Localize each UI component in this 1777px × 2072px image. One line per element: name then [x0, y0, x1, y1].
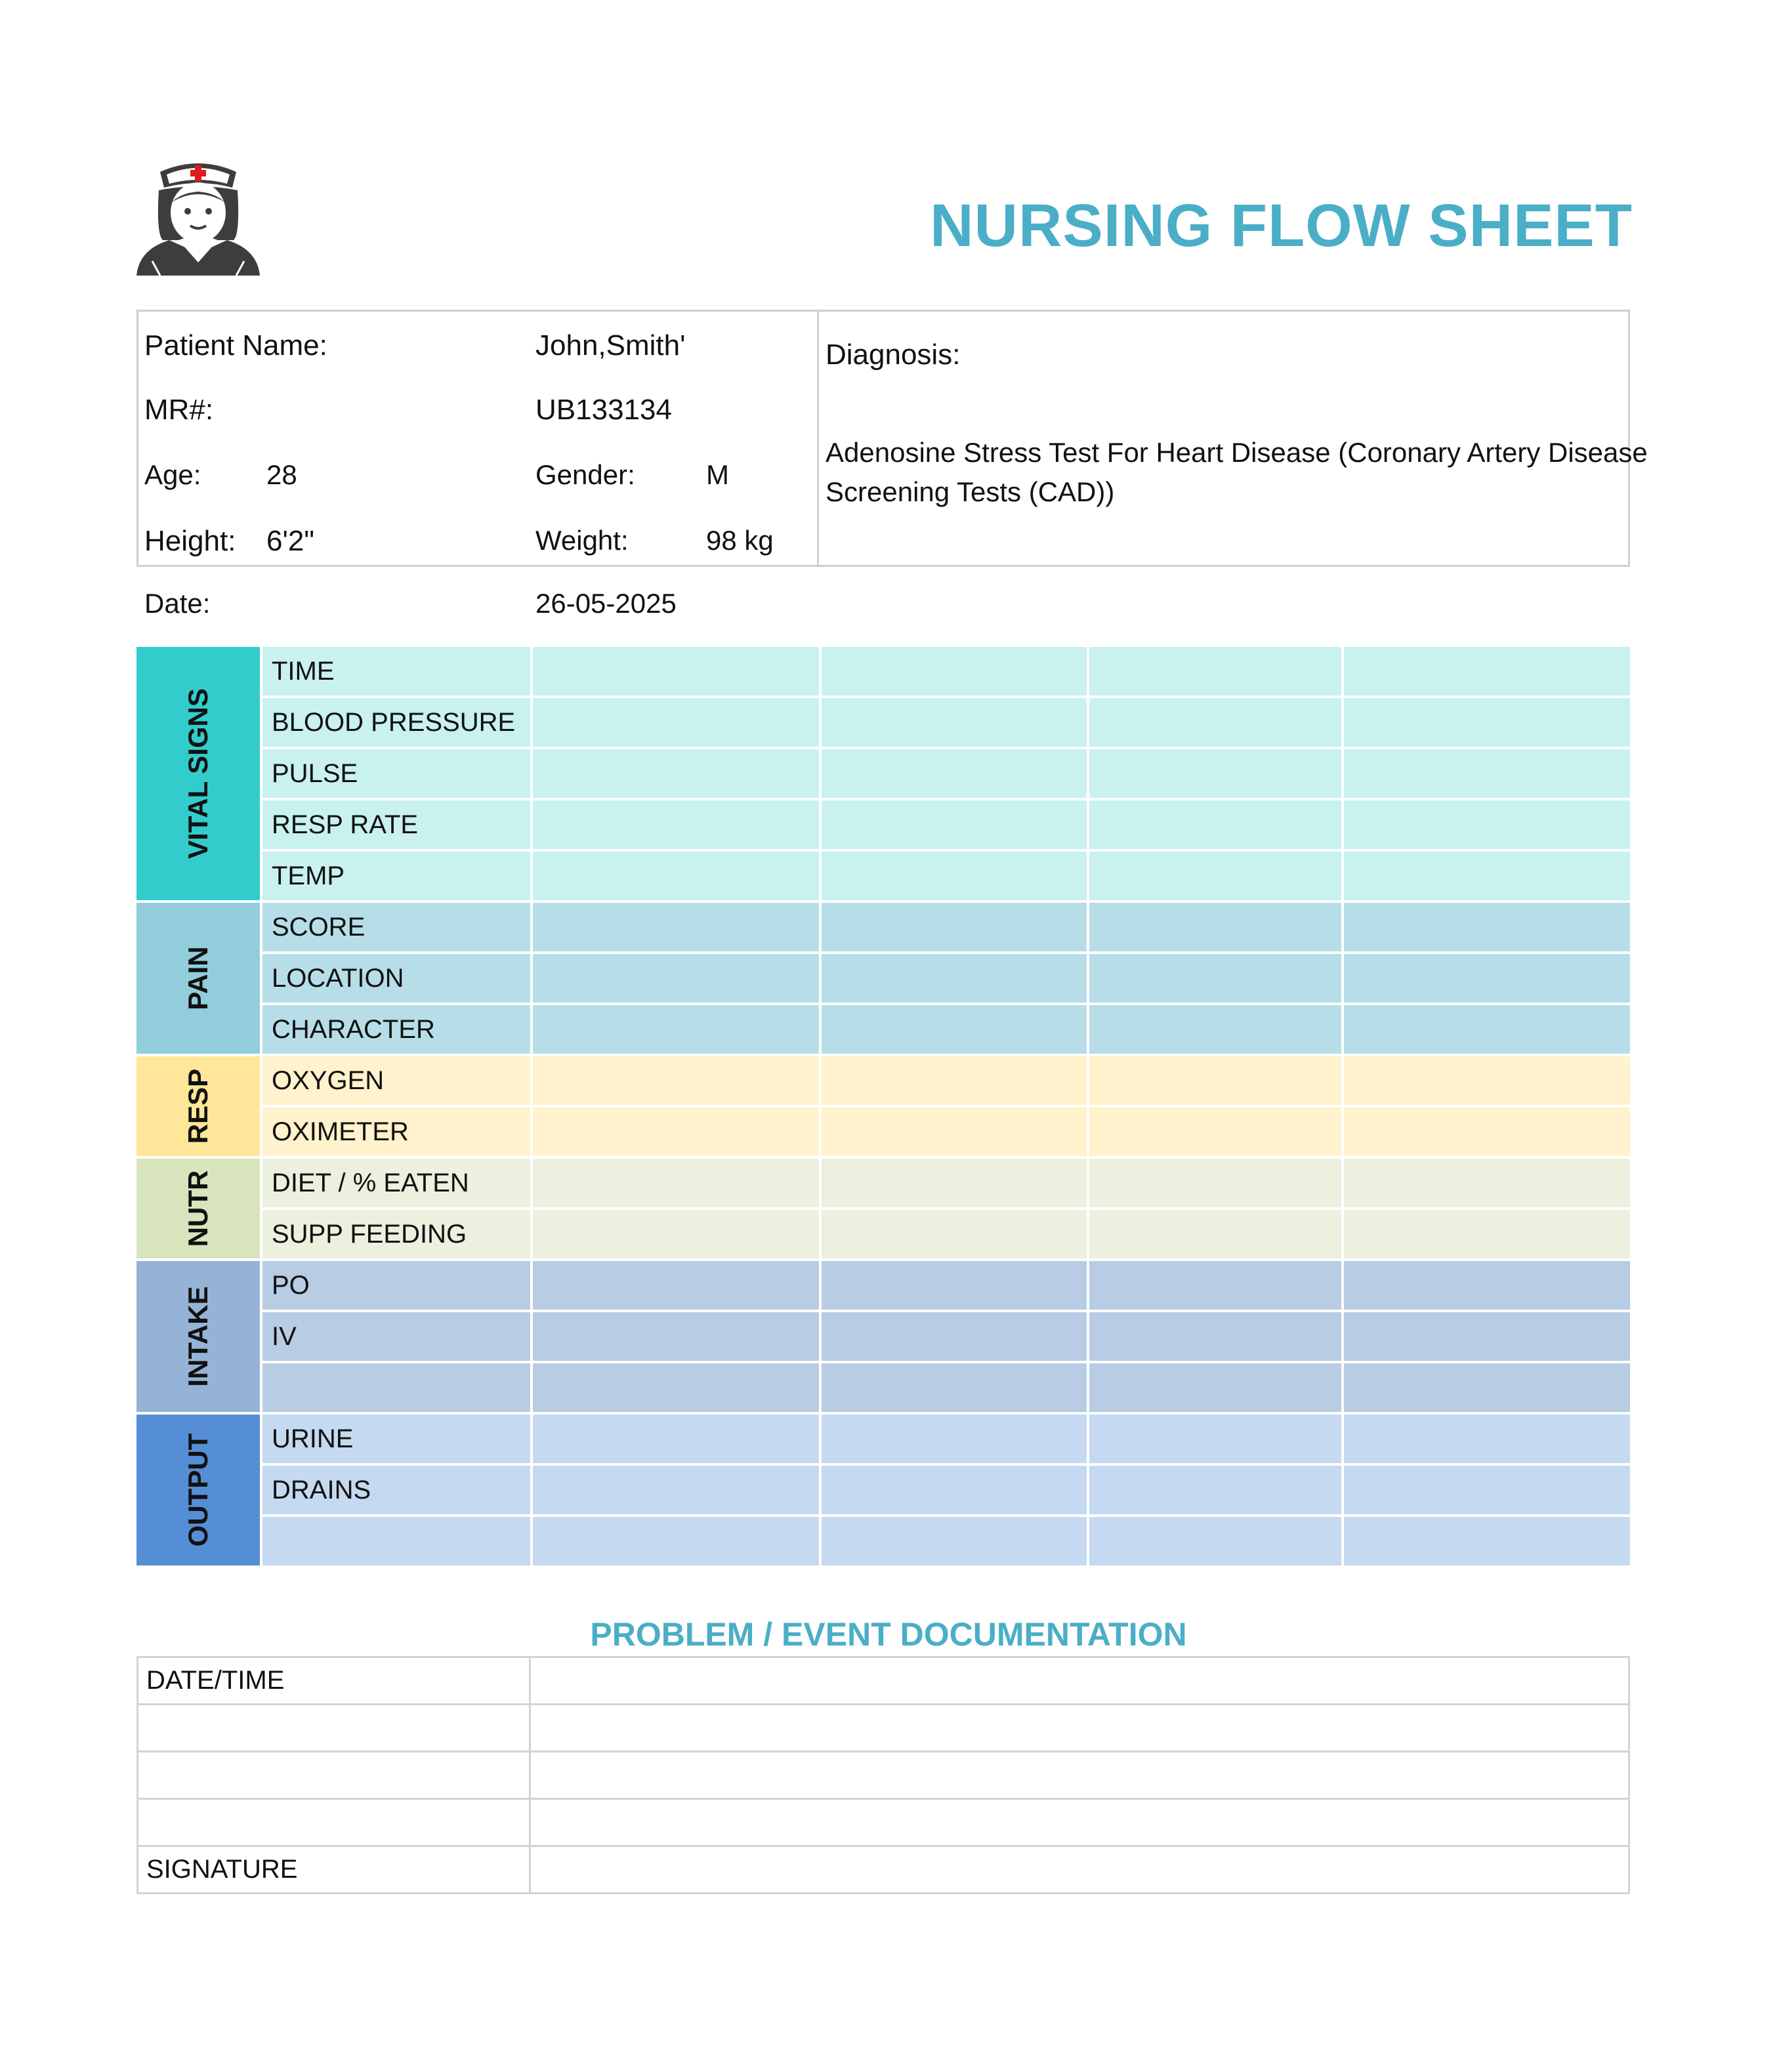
- row-label: IV: [260, 1312, 530, 1361]
- entry-cell[interactable]: [530, 1466, 819, 1514]
- mr-value: UB133134: [535, 394, 672, 426]
- problem-row: [138, 1705, 1629, 1752]
- entry-cell[interactable]: [819, 1261, 1087, 1310]
- entry-cell[interactable]: [819, 647, 1087, 695]
- nurse-icon: [136, 156, 260, 276]
- page-title: NURSING FLOW SHEET: [930, 192, 1633, 259]
- row-label: LOCATION: [260, 954, 530, 1003]
- group-label-text: PAIN: [182, 946, 213, 1010]
- group-label-text: RESP: [182, 1068, 213, 1144]
- flow-row: [260, 1517, 1630, 1565]
- row-label: RESP RATE: [260, 800, 530, 849]
- entry-cell[interactable]: [1341, 1363, 1630, 1412]
- diagnosis-label: Diagnosis:: [826, 339, 961, 371]
- problem-entry-cell[interactable]: [530, 1752, 1629, 1799]
- entry-cell[interactable]: [1341, 1415, 1630, 1463]
- entry-cell[interactable]: [1341, 1312, 1630, 1361]
- entry-cell[interactable]: [1341, 1466, 1630, 1514]
- problem-section-title: PROBLEM / EVENT DOCUMENTATION: [590, 1616, 1187, 1653]
- row-label: CHARACTER: [260, 1005, 530, 1054]
- entry-cell[interactable]: [819, 1005, 1087, 1054]
- height-label: Height:: [144, 525, 236, 557]
- entry-cell[interactable]: [819, 749, 1087, 798]
- entry-cell[interactable]: [819, 1466, 1087, 1514]
- entry-cell[interactable]: [530, 903, 819, 951]
- age-label: Age:: [144, 459, 201, 490]
- entry-cell[interactable]: [530, 852, 819, 900]
- problem-entry-cell[interactable]: [530, 1846, 1629, 1894]
- row-label: OXIMETER: [260, 1108, 530, 1156]
- entry-cell[interactable]: [1087, 647, 1341, 695]
- problem-row: [138, 1846, 1629, 1894]
- patient-name-value: John,Smith': [535, 329, 686, 362]
- flow-group-resp: [136, 1056, 1630, 1159]
- gender-value: M: [706, 459, 729, 490]
- entry-cell[interactable]: [819, 1517, 1087, 1565]
- problem-table: [136, 1656, 1630, 1894]
- entry-cell[interactable]: [530, 1261, 819, 1310]
- entry-cell[interactable]: [530, 1210, 819, 1258]
- diagnosis-text-line2: Screening Tests (CAD)): [826, 476, 1115, 507]
- row-label: PULSE: [260, 749, 530, 798]
- entry-cell[interactable]: [1341, 1108, 1630, 1156]
- entry-cell[interactable]: [530, 800, 819, 849]
- entry-cell[interactable]: [1341, 1261, 1630, 1310]
- patient-name-label: Patient Name:: [144, 329, 327, 362]
- flow-row: [260, 1108, 1630, 1156]
- problem-row-label[interactable]: SIGNATURE: [138, 1846, 530, 1894]
- entry-cell[interactable]: [530, 1108, 819, 1156]
- entry-cell[interactable]: [530, 1415, 819, 1463]
- entry-cell[interactable]: [1341, 800, 1630, 849]
- entry-cell[interactable]: [819, 954, 1087, 1003]
- entry-cell[interactable]: [819, 1363, 1087, 1412]
- group-label: [136, 1415, 260, 1565]
- problem-row: [138, 1752, 1629, 1799]
- problem-row: [138, 1657, 1629, 1705]
- entry-cell[interactable]: [1087, 903, 1341, 951]
- entry-cell[interactable]: [819, 1415, 1087, 1463]
- entry-cell[interactable]: [1341, 647, 1630, 695]
- row-label: SCORE: [260, 903, 530, 951]
- weight-label: Weight:: [535, 525, 629, 556]
- entry-cell[interactable]: [1087, 852, 1341, 900]
- group-label-text: VITAL SIGNS: [182, 688, 213, 859]
- group-label: [136, 1159, 260, 1258]
- patient-box-divider: [817, 310, 819, 567]
- entry-cell[interactable]: [1341, 1517, 1630, 1565]
- flow-row: [260, 1056, 1630, 1108]
- entry-cell[interactable]: [819, 1159, 1087, 1207]
- entry-cell[interactable]: [530, 1312, 819, 1361]
- entry-cell[interactable]: [1087, 1056, 1341, 1105]
- entry-cell[interactable]: [1087, 1415, 1341, 1463]
- flow-row: [260, 852, 1630, 900]
- flow-row: [260, 698, 1630, 749]
- entry-cell[interactable]: [530, 1159, 819, 1207]
- group-label: [136, 1261, 260, 1412]
- entry-cell[interactable]: [819, 698, 1087, 747]
- flow-group-pain: [136, 903, 1630, 1056]
- entry-cell[interactable]: [819, 1056, 1087, 1105]
- mr-label: MR#:: [144, 394, 214, 426]
- gender-label: Gender:: [535, 459, 635, 490]
- flow-group-output: [136, 1415, 1630, 1568]
- entry-cell[interactable]: [530, 1056, 819, 1105]
- group-label: [136, 903, 260, 1054]
- row-label: TEMP: [260, 852, 530, 900]
- problem-entry-cell[interactable]: [530, 1799, 1629, 1846]
- age-value: 28: [266, 459, 297, 490]
- height-value: 6'2": [266, 525, 314, 557]
- flow-row: [260, 1363, 1630, 1412]
- entry-cell[interactable]: [1087, 1261, 1341, 1310]
- row-label: URINE: [260, 1415, 530, 1463]
- entry-cell[interactable]: [530, 647, 819, 695]
- flow-group-intake: [136, 1261, 1630, 1415]
- entry-cell[interactable]: [1087, 1210, 1341, 1258]
- date-value: 26-05-2025: [535, 588, 677, 619]
- entry-cell[interactable]: [1087, 1005, 1341, 1054]
- row-label: OXYGEN: [260, 1056, 530, 1105]
- entry-cell[interactable]: [819, 852, 1087, 900]
- entry-cell[interactable]: [1341, 1159, 1630, 1207]
- row-label: DIET / % EATEN: [260, 1159, 530, 1207]
- entry-cell[interactable]: [819, 800, 1087, 849]
- flow-group-vital-signs: [136, 647, 1630, 903]
- entry-cell[interactable]: [1087, 1466, 1341, 1514]
- row-label: BLOOD PRESSURE: [260, 698, 530, 747]
- entry-cell[interactable]: [1087, 800, 1341, 849]
- entry-cell[interactable]: [530, 1005, 819, 1054]
- flow-row: [260, 954, 1630, 1005]
- row-label: TIME: [260, 647, 530, 695]
- problem-row-label[interactable]: [138, 1705, 530, 1752]
- group-label-text: NUTR: [182, 1170, 213, 1247]
- entry-cell[interactable]: [1087, 954, 1341, 1003]
- problem-row-label[interactable]: DATE/TIME: [138, 1657, 530, 1705]
- row-label: DRAINS: [260, 1466, 530, 1514]
- diagnosis-text-line1: Adenosine Stress Test For Heart Disease (Coronary Artery Disease: [826, 437, 1648, 468]
- entry-cell[interactable]: [819, 1108, 1087, 1156]
- group-label-text: INTAKE: [182, 1286, 213, 1387]
- entry-cell[interactable]: [1341, 903, 1630, 951]
- problem-row: [138, 1799, 1629, 1846]
- flow-row: [260, 1466, 1630, 1517]
- group-label: [136, 647, 260, 900]
- entry-cell[interactable]: [819, 1312, 1087, 1361]
- problem-entry-cell[interactable]: [530, 1657, 1629, 1705]
- problem-row-label[interactable]: [138, 1752, 530, 1799]
- entry-cell[interactable]: [1087, 749, 1341, 798]
- problem-row-label[interactable]: [138, 1799, 530, 1846]
- flow-row: [260, 1005, 1630, 1054]
- entry-cell[interactable]: [1341, 749, 1630, 798]
- flow-row: [260, 647, 1630, 698]
- entry-cell[interactable]: [1087, 1517, 1341, 1565]
- row-label: SUPP FEEDING: [260, 1210, 530, 1258]
- entry-cell[interactable]: [1341, 698, 1630, 747]
- entry-cell[interactable]: [1087, 1312, 1341, 1361]
- flow-row: [260, 1159, 1630, 1210]
- flow-row: [260, 1312, 1630, 1363]
- date-label: Date:: [144, 588, 211, 619]
- entry-cell[interactable]: [1341, 954, 1630, 1003]
- entry-cell[interactable]: [530, 698, 819, 747]
- flow-row: [260, 1261, 1630, 1312]
- entry-cell[interactable]: [530, 749, 819, 798]
- entry-cell[interactable]: [530, 954, 819, 1003]
- entry-cell[interactable]: [1341, 852, 1630, 900]
- row-label: [260, 1517, 530, 1565]
- entry-cell[interactable]: [1341, 1056, 1630, 1105]
- row-label: [260, 1363, 530, 1412]
- group-label: [136, 1056, 260, 1156]
- entry-cell[interactable]: [1087, 698, 1341, 747]
- entry-cell[interactable]: [1087, 1363, 1341, 1412]
- flow-sheet-grid: [136, 647, 1630, 1568]
- flow-row: [260, 800, 1630, 852]
- entry-cell[interactable]: [530, 1517, 819, 1565]
- entry-cell[interactable]: [819, 903, 1087, 951]
- flow-group-nutr: [136, 1159, 1630, 1261]
- entry-cell[interactable]: [1087, 1159, 1341, 1207]
- entry-cell[interactable]: [1087, 1108, 1341, 1156]
- flow-row: [260, 903, 1630, 954]
- flow-row: [260, 1210, 1630, 1258]
- weight-value: 98 kg: [706, 525, 774, 556]
- flow-row: [260, 749, 1630, 800]
- row-label: PO: [260, 1261, 530, 1310]
- group-label-text: OUTPUT: [182, 1433, 213, 1547]
- entry-cell[interactable]: [819, 1210, 1087, 1258]
- problem-entry-cell[interactable]: [530, 1705, 1629, 1752]
- entry-cell[interactable]: [1341, 1210, 1630, 1258]
- entry-cell[interactable]: [530, 1363, 819, 1412]
- flow-row: [260, 1415, 1630, 1466]
- entry-cell[interactable]: [1341, 1005, 1630, 1054]
